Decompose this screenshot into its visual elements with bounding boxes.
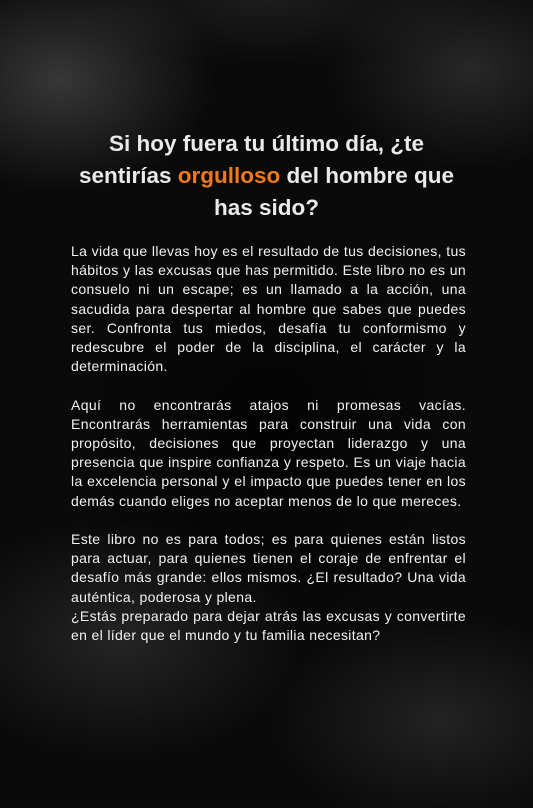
synopsis-paragraph-2: Aquí no encontrarás atajos ni promesas vacías. Encontrarás herramientas para construir una vida con propósito, decisiones que proyectan liderazgo y una presencia que inspire confianza y respeto. Es un viaje hacia la excelencia personal y el impacto que puedes tener en los demás cuando eliges no aceptar menos de lo que mereces. [71, 396, 466, 509]
synopsis-paragraph-3: Este libro no es para todos; es para quienes están listos para actuar, para quienes tienen el coraje de enfrentar el desafío más grande: ellos mismos. ¿El resultado? Una vida auténtica, poderosa y plena. [71, 531, 466, 605]
headline-highlight-word: orgulloso [177, 163, 281, 188]
headline-line-1: Si hoy fuera tu último día, ¿te [108, 131, 425, 156]
synopsis-paragraph-1: La vida que llevas hoy es el resultado de tus decisiones, tus hábitos y las excusas que has permitido. Este libro no es un consuelo ni un escape; es un llamado a la acción, una sacudida para despertar al hombre que sabes que puedes ser. Confronta tus miedos, desafía tu conformismo y redescubre el poder de la disciplina, el carácter y la determinación. [71, 243, 466, 375]
headline-line-2-end: del hombre que [286, 163, 455, 188]
synopsis-text [71, 242, 466, 645]
headline-line-2-start: sentirías [78, 163, 172, 188]
cover-headline [40, 128, 493, 224]
synopsis-paragraph-4: ¿Estás preparado para dejar atrás las excusas y convertirte en el líder que el mundo y tu familia necesitan? [71, 607, 466, 644]
headline-line-3: has sido? [213, 195, 320, 220]
